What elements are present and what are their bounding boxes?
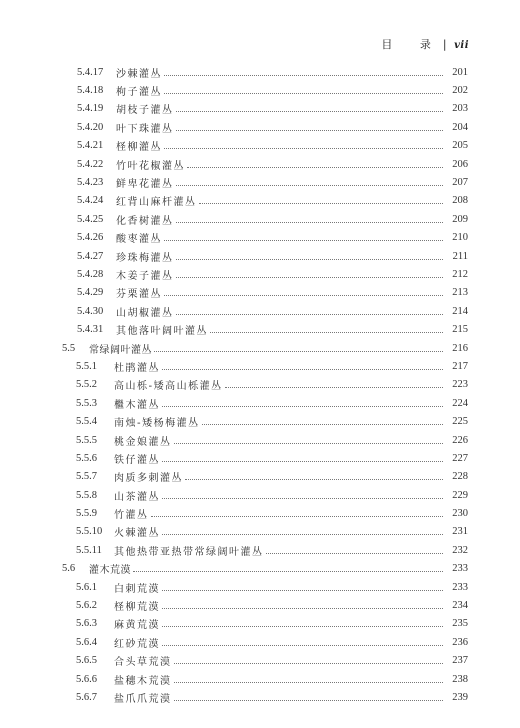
- toc-entry-number: 5.5.8: [76, 489, 97, 501]
- toc-entry-page: 213: [452, 287, 468, 299]
- toc-entry-page: 237: [452, 655, 468, 667]
- toc-entry[interactable]: [0, 192, 520, 210]
- toc-entry[interactable]: [0, 596, 520, 614]
- dot-leader: [162, 534, 443, 535]
- toc-entry-page: 233: [452, 563, 468, 575]
- dot-leader: [133, 571, 443, 572]
- toc-entry[interactable]: [0, 560, 520, 578]
- toc-entry-number: 5.6.3: [76, 618, 97, 630]
- toc-entry-title: 南烛-矮杨梅灌丛: [114, 418, 200, 430]
- dot-leader: [174, 682, 444, 683]
- toc-entry-title: 麻黄荒漠: [114, 620, 160, 632]
- dot-leader: [162, 590, 443, 591]
- toc-entry-title: 白刺荒漠: [114, 583, 160, 595]
- toc-entry-number: 5.6: [62, 563, 76, 575]
- toc-entry-number: 5.6.6: [76, 673, 97, 685]
- toc-entry[interactable]: [0, 523, 520, 541]
- dot-leader: [174, 663, 444, 664]
- toc-entry-title: 鲜卑花灌丛: [116, 179, 174, 191]
- toc-entry-number: 5.4.18: [77, 85, 104, 97]
- toc-entry-number: 5.6.7: [76, 691, 97, 703]
- toc-entry-page: 209: [452, 213, 468, 225]
- toc-entry-number: 5.4.28: [77, 268, 104, 280]
- toc-entry-number: 5.4.21: [77, 140, 104, 152]
- toc-entry[interactable]: [0, 578, 520, 596]
- toc-entry-title: 珍珠梅灌丛: [116, 252, 174, 264]
- toc-entry-title: 肉质多刺灌丛: [114, 473, 183, 485]
- toc-entry-page: 227: [452, 452, 468, 464]
- toc-entry-page: 231: [452, 526, 468, 538]
- dot-leader: [164, 75, 443, 76]
- toc-entry[interactable]: [0, 468, 520, 486]
- toc-entry-number: 5.5.7: [76, 471, 97, 483]
- toc-entry-title: 盐穗木荒漠: [114, 675, 172, 687]
- dot-leader: [164, 295, 443, 296]
- toc-entry[interactable]: [0, 155, 520, 173]
- toc-entry-title: 酸枣灌丛: [116, 234, 162, 246]
- toc-entry-title: 合头草荒漠: [114, 657, 172, 669]
- toc-entry-title: 火棘灌丛: [114, 528, 160, 540]
- toc-entry-page: 238: [452, 673, 468, 685]
- toc-entry-title: 竹灌丛: [114, 510, 149, 522]
- toc-entry-number: 5.4.27: [77, 250, 104, 262]
- toc-entry-page: 235: [452, 618, 468, 630]
- dot-leader: [162, 498, 443, 499]
- toc-entry-number: 5.4.24: [77, 195, 104, 207]
- toc-entry-page: 223: [452, 379, 468, 391]
- toc-entry-page: 216: [452, 342, 468, 354]
- toc-entry-page: 224: [452, 397, 468, 409]
- toc-entry[interactable]: [0, 63, 520, 81]
- toc-entry-page: 215: [452, 324, 468, 336]
- toc-entry-title: 杜鹃灌丛: [114, 362, 160, 374]
- dot-leader: [162, 608, 443, 609]
- toc-entry[interactable]: [0, 118, 520, 136]
- toc-entry-number: 5.4.19: [77, 103, 104, 115]
- toc-entry[interactable]: [0, 376, 520, 394]
- toc-entry-page: 206: [452, 158, 468, 170]
- toc-entry-page: 217: [452, 360, 468, 372]
- dot-leader: [176, 259, 444, 260]
- toc-entry[interactable]: [0, 431, 520, 449]
- toc-entry-number: 5.4.26: [77, 232, 104, 244]
- toc-entry-page: 234: [452, 600, 468, 612]
- toc-entry[interactable]: [0, 81, 520, 99]
- dot-leader: [176, 314, 444, 315]
- toc-entry-title: 红砂荒漠: [114, 638, 160, 650]
- toc-entry-number: 5.5.9: [76, 508, 97, 520]
- dot-leader: [202, 424, 443, 425]
- toc-entry-title: 枸子灌丛: [116, 87, 162, 99]
- toc-entry-title: 竹叶花椒灌丛: [116, 160, 185, 172]
- running-header: [381, 36, 469, 52]
- toc-entry-title: 红背山麻杆灌丛: [116, 197, 197, 209]
- dot-leader: [174, 443, 444, 444]
- toc-entry[interactable]: [0, 486, 520, 504]
- header-separator: |: [442, 38, 448, 51]
- toc-entry[interactable]: [0, 339, 520, 357]
- toc-entry-title: 柽柳灌丛: [116, 142, 162, 154]
- dot-leader: [187, 167, 443, 168]
- toc-entry-page: 239: [452, 691, 468, 703]
- dot-leader: [185, 479, 443, 480]
- toc-entry-page: 229: [452, 489, 468, 501]
- toc-entry-number: 5.5.5: [76, 434, 97, 446]
- toc-entry[interactable]: [0, 670, 520, 688]
- toc-entry-number: 5.6.2: [76, 600, 97, 612]
- toc-entry-page: 236: [452, 636, 468, 648]
- toc-entry-page: 211: [452, 250, 468, 262]
- toc-entry-number: 5.4.31: [77, 324, 104, 336]
- toc-entry-number: 5.4.25: [77, 213, 104, 225]
- toc-entry-number: 5.4.20: [77, 121, 104, 133]
- toc-entry-page: 232: [452, 544, 468, 556]
- toc-entry-number: 5.5: [62, 342, 76, 354]
- dot-leader: [162, 645, 443, 646]
- dot-leader: [225, 387, 443, 388]
- toc-entry-title: 芬栗灌丛: [116, 289, 162, 301]
- toc-entry-number: 5.6.1: [76, 581, 97, 593]
- toc-entry-page: 210: [452, 232, 468, 244]
- toc-entry-title: 山茶灌丛: [114, 491, 160, 503]
- toc-entry-title: 木姜子灌丛: [116, 270, 174, 282]
- toc-entry-number: 5.5.2: [76, 379, 97, 391]
- toc-entry-title: 柽柳荒漠: [114, 602, 160, 614]
- toc-entry-number: 5.5.3: [76, 397, 97, 409]
- dot-leader: [164, 240, 443, 241]
- toc-entry-page: 202: [452, 85, 468, 97]
- toc-entry-page: 207: [452, 177, 468, 189]
- toc-entry-title: 檵木灌丛: [114, 399, 160, 411]
- toc-entry[interactable]: [0, 173, 520, 191]
- toc-entry-number: 5.5.1: [76, 360, 97, 372]
- toc-entry-title: 其他热带亚热带常绿阔叶灌丛: [114, 546, 264, 558]
- header-title: 目 录: [381, 38, 443, 51]
- toc-entry-title: 其他落叶阔叶灌丛: [116, 326, 208, 338]
- toc-entry-title: 桃金娘灌丛: [114, 436, 172, 448]
- table-of-contents: [0, 63, 520, 707]
- dot-leader: [266, 553, 444, 554]
- toc-entry[interactable]: [0, 100, 520, 118]
- toc-entry-page: 203: [452, 103, 468, 115]
- toc-entry-title: 高山栎-矮高山栎灌丛: [114, 381, 223, 393]
- toc-entry-page: 212: [452, 268, 468, 280]
- dot-leader: [176, 130, 444, 131]
- toc-entry-page: 208: [452, 195, 468, 207]
- toc-entry[interactable]: [0, 229, 520, 247]
- toc-entry-title: 沙棘灌丛: [116, 68, 162, 80]
- toc-entry-title: 盐爪爪荒漠: [114, 693, 172, 705]
- toc-entry-title: 山胡椒灌丛: [116, 307, 174, 319]
- dot-leader: [162, 406, 443, 407]
- toc-entry-number: 5.6.5: [76, 655, 97, 667]
- toc-entry-page: 225: [452, 416, 468, 428]
- toc-entry-number: 5.5.6: [76, 452, 97, 464]
- dot-leader: [151, 516, 444, 517]
- toc-entry[interactable]: [0, 615, 520, 633]
- toc-entry-page: 233: [452, 581, 468, 593]
- dot-leader: [176, 277, 444, 278]
- toc-entry-page: 230: [452, 508, 468, 520]
- toc-entry-number: 5.5.10: [76, 526, 103, 538]
- toc-entry[interactable]: [0, 652, 520, 670]
- dot-leader: [164, 93, 443, 94]
- toc-entry[interactable]: [0, 265, 520, 283]
- toc-entry[interactable]: [0, 688, 520, 706]
- header-page-number: vii: [454, 40, 469, 51]
- toc-entry[interactable]: [0, 284, 520, 302]
- dot-leader: [176, 185, 444, 186]
- toc-entry-number: 5.4.17: [77, 66, 104, 78]
- toc-entry-page: 214: [452, 305, 468, 317]
- toc-entry-number: 5.5.4: [76, 416, 97, 428]
- toc-entry-title: 铁仔灌丛: [114, 454, 160, 466]
- toc-entry-title: 胡枝子灌丛: [116, 105, 174, 117]
- toc-entry[interactable]: [0, 320, 520, 338]
- dot-leader: [176, 111, 444, 112]
- toc-entry-title: 灌木荒漠: [89, 565, 131, 577]
- dot-leader: [162, 626, 443, 627]
- toc-entry-title: 常绿阔叶灌丛: [89, 344, 152, 356]
- toc-entry[interactable]: [0, 137, 520, 155]
- toc-entry-page: 226: [452, 434, 468, 446]
- toc-entry[interactable]: [0, 247, 520, 265]
- dot-leader: [174, 700, 444, 701]
- dot-leader: [162, 369, 443, 370]
- toc-entry[interactable]: [0, 504, 520, 522]
- toc-entry-page: 228: [452, 471, 468, 483]
- dot-leader: [210, 332, 443, 333]
- toc-entry[interactable]: [0, 412, 520, 430]
- toc-entry-number: 5.4.23: [77, 177, 104, 189]
- toc-entry-title: 化香树灌丛: [116, 215, 174, 227]
- toc-entry[interactable]: [0, 394, 520, 412]
- dot-leader: [199, 203, 444, 204]
- toc-entry-page: 204: [452, 121, 468, 133]
- toc-entry-number: 5.6.4: [76, 636, 97, 648]
- toc-entry-title: 叶下珠灌丛: [116, 123, 174, 135]
- toc-entry[interactable]: [0, 633, 520, 651]
- toc-entry-number: 5.4.29: [77, 287, 104, 299]
- toc-entry-number: 5.5.11: [76, 544, 102, 556]
- toc-entry[interactable]: [0, 449, 520, 467]
- toc-entry[interactable]: [0, 210, 520, 228]
- toc-entry[interactable]: [0, 541, 520, 559]
- toc-entry-page: 205: [452, 140, 468, 152]
- toc-entry-page: 201: [452, 66, 468, 78]
- dot-leader: [154, 351, 443, 352]
- dot-leader: [176, 222, 444, 223]
- dot-leader: [164, 148, 443, 149]
- dot-leader: [162, 461, 443, 462]
- toc-entry-number: 5.4.22: [77, 158, 104, 170]
- toc-entry[interactable]: [0, 357, 520, 375]
- toc-entry-number: 5.4.30: [77, 305, 104, 317]
- toc-entry[interactable]: [0, 302, 520, 320]
